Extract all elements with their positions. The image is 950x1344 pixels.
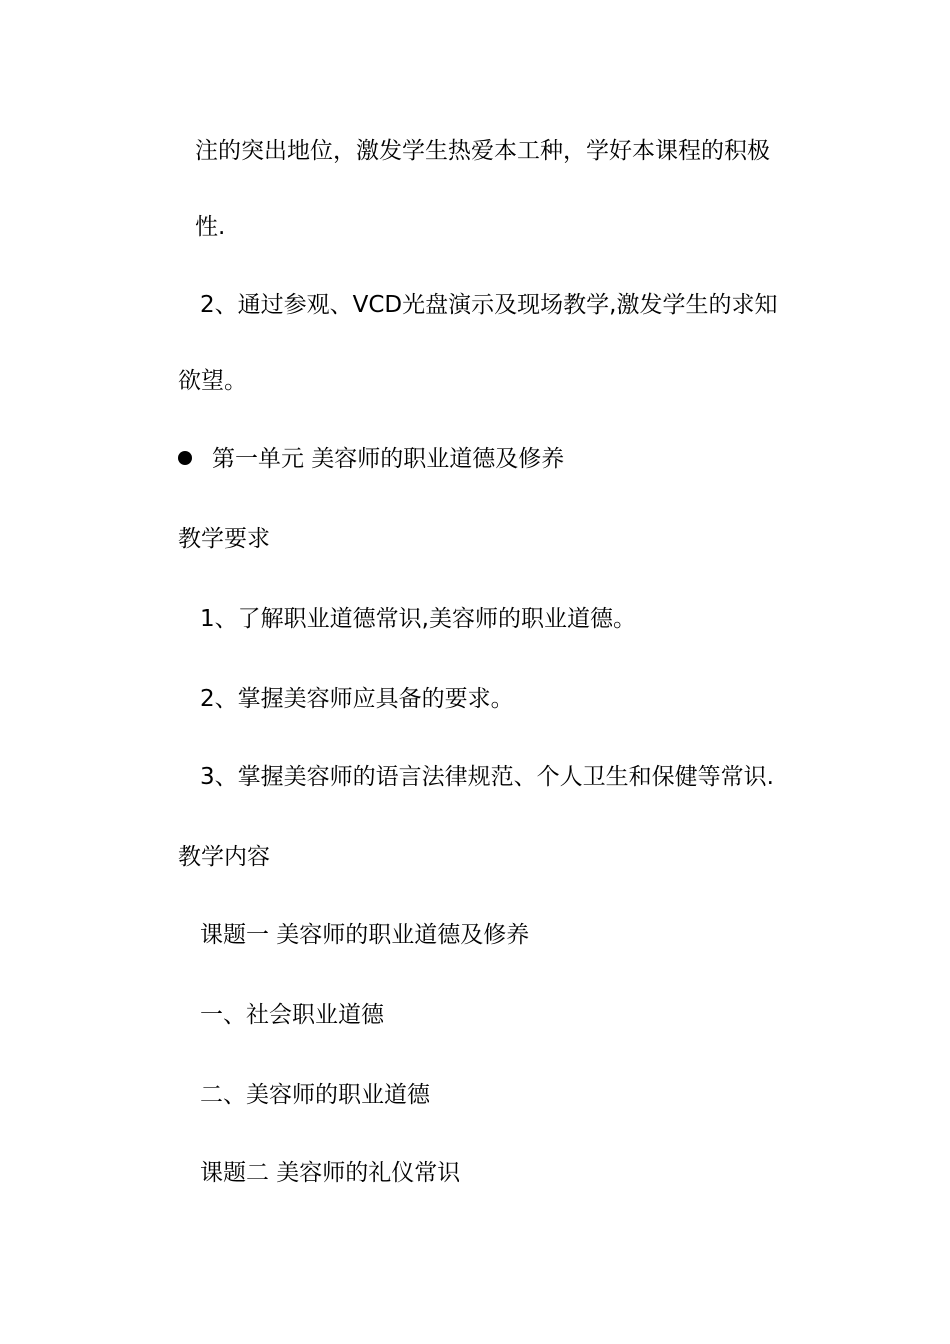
requirement-item-2: 2、掌握美容师应具备的要求。 <box>200 686 514 712</box>
paragraph-line-continuation: 注的突出地位，激发学生热爱本工种，学好本课程的积极 <box>195 138 770 164</box>
numbered-item-2: 2、通过参观、VCD光盘演示及现场教学,激发学生的求知 <box>200 292 778 318</box>
topic-2-heading: 课题二 美容师的礼仪常识 <box>200 1160 461 1186</box>
unit-heading <box>178 444 564 474</box>
requirement-item-1: 1、了解职业道德常识,美容师的职业道德。 <box>200 606 636 632</box>
requirement-item-3: 3、掌握美容师的语言法律规范、个人卫生和保健等常识. <box>200 764 774 790</box>
numbered-item-2-continuation: 欲望。 <box>178 368 247 394</box>
bullet-icon <box>178 451 192 465</box>
topic-1-item-2: 二、美容师的职业道德 <box>200 1082 430 1108</box>
paragraph-line-end: 性. <box>195 214 226 240</box>
topic-1-heading: 课题一 美容师的职业道德及修养 <box>200 922 530 948</box>
section-heading-teaching-content: 教学内容 <box>178 844 270 870</box>
unit-heading-text: 第一单元 美容师的职业道德及修养 <box>212 446 565 472</box>
section-heading-teaching-requirements: 教学要求 <box>178 526 270 552</box>
topic-1-item-1: 一、社会职业道德 <box>200 1002 384 1028</box>
